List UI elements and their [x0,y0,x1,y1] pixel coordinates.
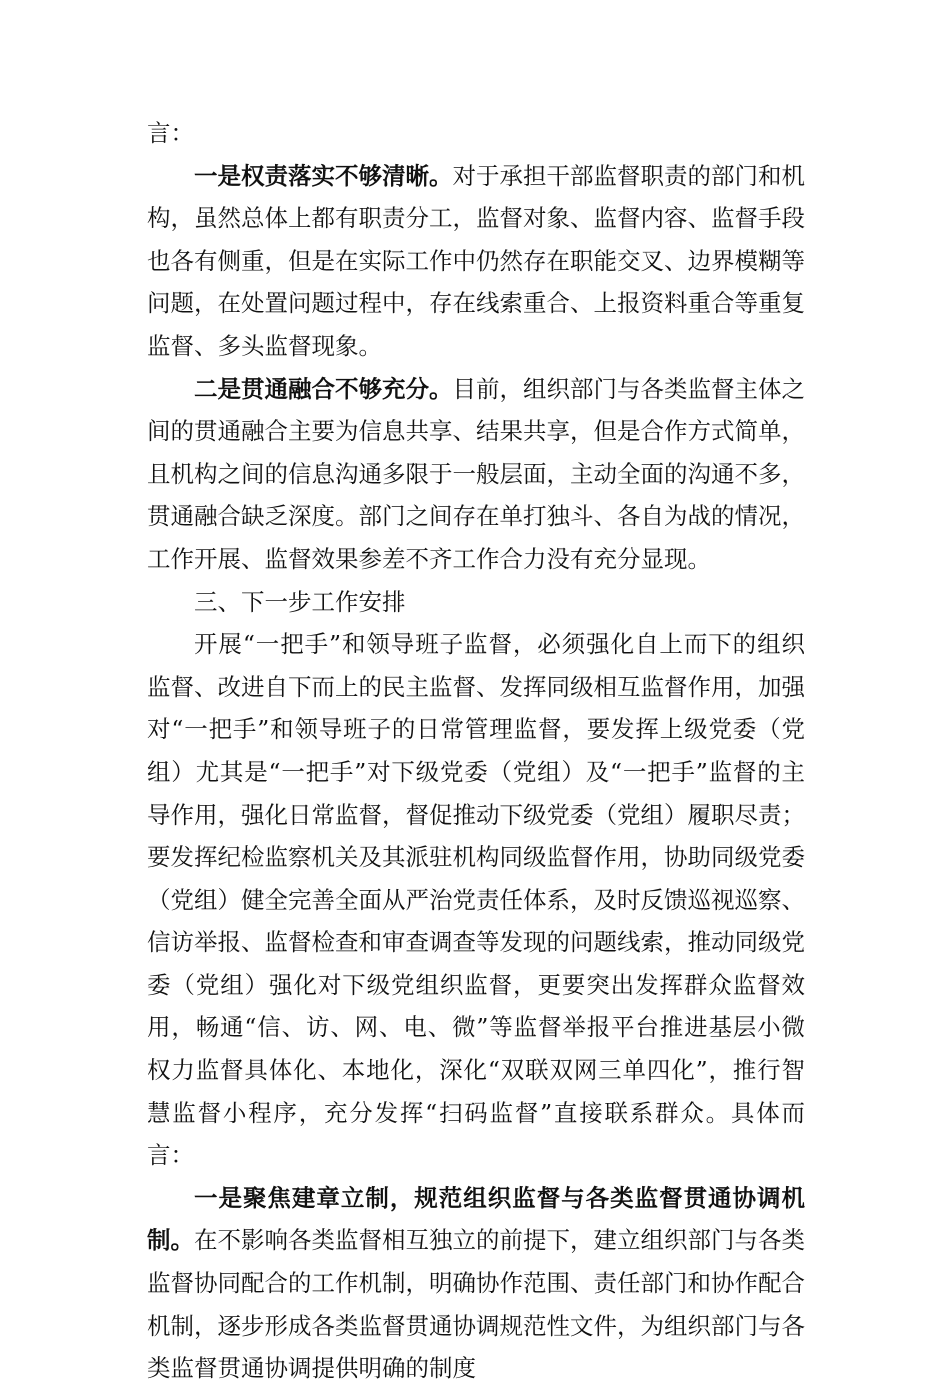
heading-text: 三、下一步工作安排 [194,587,406,616]
paragraph-text: 言： [147,119,194,147]
paragraph-plan-one [147,1177,805,1390]
paragraph-text: 在不影响各类监督相互独立的前提下，建立组织部门与各类监督协同配合的工作机制，明确协作范围、责任部门和协作配合机制，逐步形成各类监督贯通协调规范性文件，为组织部门与各类监督贯通协调提供明确的制度 [147,1226,805,1383]
paragraph-lead: 二是贯通融合不够充分。 [194,374,453,403]
paragraph-lead: 一是聚焦建章立制，规范组织监督与各类监督贯通协调机制。 [147,1183,805,1255]
section-heading [147,581,805,624]
paragraph-text: 目前，组织部门与各类监督主体之间的贯通融合主要为信息共享、结果共享，但是合作方式简单，且机构之间的信息沟通多限于一般层面，主动全面的沟通不多，贯通融合缺乏深度。部门之间存在单打独斗、各自为战的情况，工作开展、监督效果参差不齐工作合力没有充分显现。 [147,374,805,573]
paragraph-issue-one [147,155,805,368]
paragraph-lead: 一是权责落实不够清晰。 [194,161,453,190]
paragraph-text: 开展“一把手”和领导班子监督，必须强化自上而下的组织监督、改进自下而上的民主监督、发挥同级相互监督作用，加强对“一把手”和领导班子的日常管理监督，要发挥上级党委（党组）尤其是“一把手”对下级党委（党组）及“一把手”监督的主导作用，强化日常监督，督促推动下级党委（党组）履职尽责；要发挥纪检监察机关及其派驻机构同级监督作用，协助同级党委（党组）健全完善全面从严治党责任体系，及时反馈巡视巡察、信访举报、监督检查和审查调查等发现的问题线索，推动同级党委（党组）强化对下级党组织监督，更要突出发挥群众监督效用，畅通“信、访、网、电、微”等监督举报平台推进基层小微权力监督具体化、本地化，深化“双联双网三单四化”，推行智慧监督小程序，充分发挥“扫码监督”直接联系群众。具体而言： [147,630,805,1170]
paragraph-text: 对于承担干部监督职责的部门和机构，虽然总体上都有职责分工，监督对象、监督内容、监督手段也各有侧重，但是在实际工作中仍然存在职能交叉、边界模糊等问题，在处置问题过程中，存在线索重合、上报资料重合等重复监督、多头监督现象。 [147,161,805,360]
paragraph-plan-overview [147,623,805,1177]
paragraph-continuation [147,112,805,155]
paragraph-issue-two [147,368,805,581]
document-page [147,112,805,1390]
